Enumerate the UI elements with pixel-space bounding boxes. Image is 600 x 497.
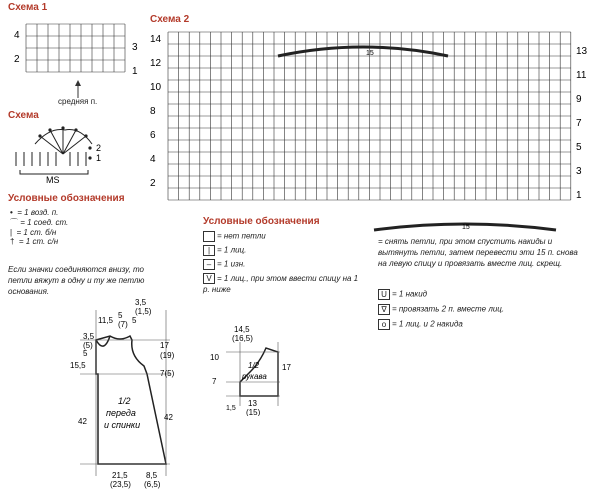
motif-diagram bbox=[10, 122, 130, 184]
svg-text:(6,5): (6,5) bbox=[144, 480, 161, 489]
svg-text:7(5): 7(5) bbox=[160, 369, 175, 378]
legend3-list bbox=[378, 289, 578, 330]
svg-text:переда: переда bbox=[106, 408, 136, 418]
svg-text:7: 7 bbox=[212, 377, 217, 386]
legend3-item: U = 1 накид bbox=[378, 289, 578, 300]
scheme2-left-num: 8 bbox=[150, 106, 156, 117]
scheme2-right-num: 11 bbox=[576, 70, 587, 81]
legend3-item: o = 1 лиц. и 2 накида bbox=[378, 319, 578, 330]
purl-box-icon: – bbox=[203, 259, 215, 270]
arrow-head-icon bbox=[75, 80, 81, 86]
legend1-item: † = 1 ст. с/н bbox=[10, 237, 59, 246]
scheme2-left-num: 2 bbox=[150, 178, 156, 189]
svg-text:42: 42 bbox=[78, 417, 87, 426]
scheme2-right-num: 1 bbox=[576, 190, 582, 201]
svg-text:(19): (19) bbox=[160, 351, 175, 360]
svg-text:15,5: 15,5 bbox=[70, 361, 86, 370]
legend3-arc bbox=[370, 218, 560, 238]
legend2-item: – = 1 изн. bbox=[203, 259, 363, 270]
scheme2-right-num: 9 bbox=[576, 94, 582, 105]
legend1-item: • = 1 возд. п. bbox=[10, 208, 59, 217]
svg-text:14,5: 14,5 bbox=[234, 325, 250, 334]
legend1-item: | = 1 ст. б/н bbox=[10, 228, 57, 237]
svg-text:(23,5): (23,5) bbox=[110, 480, 131, 489]
svg-text:(1,5): (1,5) bbox=[135, 307, 152, 316]
legend2-item: = нет петли bbox=[203, 231, 363, 242]
pattern1-diagram bbox=[60, 296, 190, 492]
scheme1-caption: средняя п. bbox=[58, 97, 98, 106]
scheme2-right-num: 7 bbox=[576, 118, 582, 129]
v-box-icon: V bbox=[203, 273, 215, 284]
svg-text:13: 13 bbox=[248, 399, 257, 408]
svg-text:42: 42 bbox=[164, 413, 173, 422]
svg-text:1,5: 1,5 bbox=[226, 405, 236, 412]
scheme2-left-num: 4 bbox=[150, 154, 156, 165]
scheme2-right-num: 13 bbox=[576, 46, 588, 57]
svg-text:1/2: 1/2 bbox=[248, 361, 260, 370]
svg-text:3,5: 3,5 bbox=[135, 298, 147, 307]
bar-icon: | bbox=[10, 228, 13, 237]
scheme2-title: Схема 2 bbox=[150, 14, 190, 25]
legend1-note: Если значки соединяются внизу, то петли вяжут в одну и ту же петлю основания. bbox=[8, 265, 145, 296]
svg-text:15: 15 bbox=[462, 224, 470, 231]
svg-text:1/2: 1/2 bbox=[118, 396, 131, 406]
yarn-over-icon: U bbox=[378, 289, 390, 300]
legend2-list bbox=[203, 231, 363, 295]
legend2-item: V = 1 лиц., при этом ввести спицу на 1 р. ниже bbox=[203, 274, 359, 295]
scheme2-left-num: 14 bbox=[150, 34, 162, 45]
k2tog-icon: ∇ bbox=[378, 304, 390, 315]
svg-text:(15): (15) bbox=[246, 408, 261, 416]
scheme2-right-num: 5 bbox=[576, 142, 582, 153]
scheme1-right-num: 1 bbox=[132, 66, 138, 77]
svg-text:2: 2 bbox=[96, 143, 102, 153]
legend1-list bbox=[10, 208, 170, 246]
svg-text:21,5: 21,5 bbox=[112, 471, 128, 480]
scheme1-left-num: 4 bbox=[14, 30, 20, 41]
arc-icon: ⌒ bbox=[10, 218, 18, 227]
scheme1-title: Схема 1 bbox=[8, 2, 48, 13]
svg-text:1: 1 bbox=[96, 153, 102, 163]
svg-text:17: 17 bbox=[160, 341, 169, 350]
legend2-item: | = 1 лиц. bbox=[203, 245, 363, 256]
knit-box-icon: | bbox=[203, 245, 215, 256]
scheme1-right-num: 3 bbox=[132, 42, 138, 53]
scheme2-right-num: 3 bbox=[576, 166, 582, 177]
svg-text:5: 5 bbox=[132, 316, 137, 325]
cross-icon: † bbox=[10, 237, 15, 246]
legend1-item: ⌒ = 1 соед. ст. bbox=[10, 218, 69, 227]
svg-text:MS: MS bbox=[46, 175, 60, 184]
motif-title: Схема bbox=[8, 110, 39, 121]
legend3-item: ∇ = провязать 2 п. вместе лиц. bbox=[378, 304, 578, 315]
svg-text:10: 10 bbox=[210, 353, 219, 362]
svg-text:3,5: 3,5 bbox=[83, 332, 95, 341]
scheme1-left-num: 2 bbox=[14, 54, 20, 65]
scheme2-chart bbox=[148, 28, 596, 208]
scheme2-left-num: 10 bbox=[150, 82, 162, 93]
scheme2-left-num: 6 bbox=[150, 130, 156, 141]
svg-text:рукава: рукава bbox=[242, 372, 267, 381]
scheme2-arc-label: 15 bbox=[366, 50, 374, 57]
svg-text:5: 5 bbox=[83, 349, 88, 358]
svg-text:5: 5 bbox=[118, 311, 123, 320]
svg-text:и спинки: и спинки bbox=[104, 420, 141, 430]
dot-icon: • bbox=[10, 208, 13, 217]
svg-text:(7): (7) bbox=[118, 320, 128, 329]
svg-text:17: 17 bbox=[282, 363, 291, 372]
pattern2-diagram bbox=[200, 322, 310, 416]
legend1-title: Условные обозначения bbox=[8, 193, 125, 204]
svg-text:8,5: 8,5 bbox=[146, 471, 158, 480]
svg-text:(16,5): (16,5) bbox=[232, 334, 253, 343]
legend2-title: Условные обозначения bbox=[203, 216, 320, 227]
empty-box-icon bbox=[203, 231, 215, 242]
svg-text:(5): (5) bbox=[83, 341, 93, 350]
circle-icon: o bbox=[378, 319, 390, 330]
scheme2-left-num: 12 bbox=[150, 58, 162, 69]
legend3-text: = снять петли, при этом спустить накиды и вытянуть петли, затем перевести эти 15 п. снова на левую спицу и провязать вместе лиц. скрещ. bbox=[378, 237, 578, 268]
svg-text:11,5: 11,5 bbox=[98, 316, 113, 325]
